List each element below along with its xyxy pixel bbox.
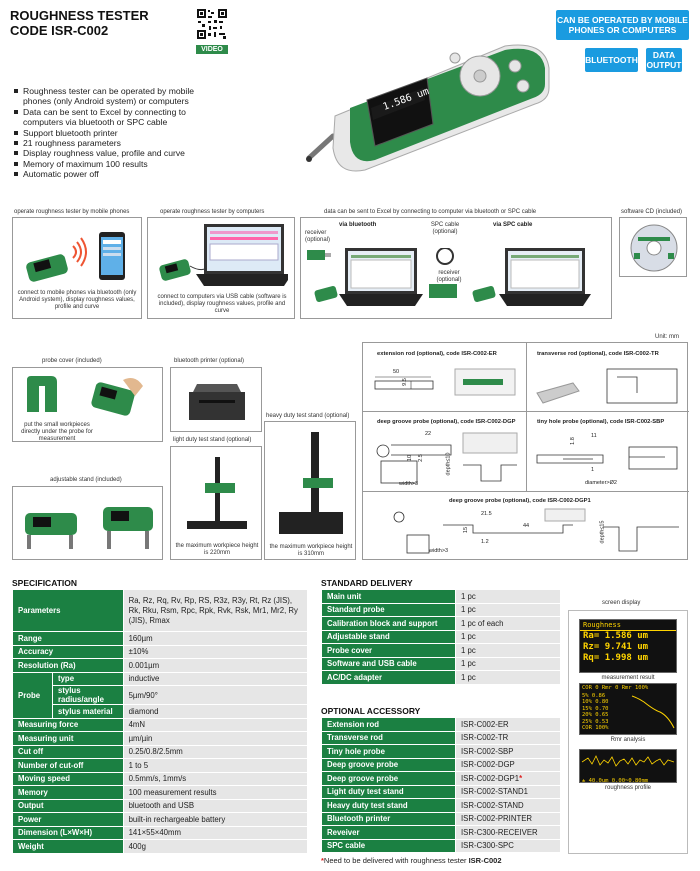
table-row: Main unit 1 pc [322, 590, 561, 604]
table-row: AC/DC adapter 1 pc [322, 671, 561, 685]
title-line-2: CODE ISR-C002 [10, 23, 109, 38]
dgp1-dim-44: 44 [523, 523, 530, 529]
table-row: Tiny hole probe ISR-C002-SBP [322, 745, 561, 759]
spc-cable-label: SPC cable (optional) [430, 222, 460, 235]
table-row: Software and USB cable 1 pc [322, 657, 561, 671]
sbp-dim-1: 1 [591, 467, 595, 473]
feature-item: Automatic power off [14, 169, 214, 179]
table-row: Dimension (L×W×H) 141×55×40mm [13, 826, 308, 840]
transverse-title: transverse rod (optional), code ISR-C002-TR [537, 351, 659, 357]
table-row: Weight 400g [13, 840, 308, 854]
light-stand-caption: the maximum workpiece height is 220mm [175, 543, 259, 556]
table-row: Measuring force 4mN [13, 718, 308, 732]
light-stand-title: light duty test stand (optional) [173, 437, 252, 443]
probe-cover-panel [12, 367, 163, 442]
profile-screen: ± 40.0um 0.00~0.80mm [579, 749, 677, 783]
optional-accessory-title: OPTIONAL ACCESSORY [321, 706, 421, 716]
badge-operated-by: CAN BE OPERATED BY MOBILE PHONES OR COMPUTERS [556, 10, 689, 40]
feature-item: Roughness tester can be operated by mobile phones (only Android system) or computers [14, 86, 214, 107]
printer-panel [170, 367, 262, 432]
footnote: *Need to be delivered with roughness tester ISR-C002 [321, 856, 502, 865]
dgp-dim-22: 22 [425, 431, 432, 437]
table-row: Range 160µm [13, 632, 308, 646]
spec-title: SPECIFICATION [12, 578, 78, 588]
heavy-stand-title: heavy duty test stand (optional) [266, 413, 350, 419]
rmr-screen: COR 0 Rmr 0 Rmr 100% 5% 0.86 10% 0.80 15% 0.70 20% 0.65 25% 0.53 COR 100% [579, 683, 677, 735]
table-row: Parameters Ra, Rz, Rq, Rv, Rp, RS, R3z, R3y, Rt, Rz (JIS), Rk, Rku, Rsm, Rpc, Rpk, Rvk, Rsk, Mr1, Mr2, Ry (JIS), Rmax [13, 590, 308, 632]
table-row: Memory 100 measurement results [13, 786, 308, 800]
adjustable-panel [12, 486, 163, 560]
dgp-width: width>3 [399, 481, 419, 487]
probe-cover-caption: put the small workpieces directly under the probe for measurement [21, 422, 93, 442]
sbp-diameter: diameter>Ø2 [585, 480, 617, 486]
light-stand-panel [170, 446, 262, 560]
video-label: VIDEO [196, 45, 228, 54]
standard-delivery-title: STANDARD DELIVERY [321, 578, 413, 588]
feature-item: Memory of maximum 100 results [14, 159, 214, 169]
dgp1-dim-1-2: 1.2 [481, 539, 489, 545]
software-panel [619, 217, 687, 277]
dgp-title: deep groove probe (optional), code ISR-C002-DGP [377, 419, 516, 425]
excel-panel [300, 217, 612, 319]
table-row: Bluetooth printer ISR-C002-PRINTER [322, 812, 561, 826]
roughness-tester-image [305, 38, 555, 178]
receiver-label-2: receiver (optional) [436, 270, 462, 283]
measurement-screen: Roughness Ra= 1.586 um Rz= 9.741 um Rq= 1.998 um [579, 619, 677, 673]
feature-list [14, 86, 214, 180]
table-row: Moving speed 0.5mm/s, 1mm/s [13, 772, 308, 786]
badge-data-output: DATA OUTPUT [646, 50, 682, 70]
dgp1-dim-15: 15 [463, 526, 470, 534]
table-row: Probe cover 1 pc [322, 644, 561, 658]
table-row: Probe type inductive [13, 672, 308, 686]
table-row: Extension rod ISR-C002-ER [322, 718, 561, 732]
dgp1-width: width>3 [429, 548, 449, 554]
computer-title: operate roughness tester by computers [160, 209, 265, 215]
via-spc-label: via SPC cable [493, 222, 533, 228]
spec-table [12, 589, 308, 854]
table-row: Measuring unit µm/µin [13, 732, 308, 746]
feature-item: Support bluetooth printer [14, 128, 214, 138]
table-row: SPC cable ISR-C300-SPC [322, 839, 561, 853]
table-row: Reveiver ISR-C300-RECEIVER [322, 826, 561, 840]
table-row: Adjustable stand 1 pc [322, 630, 561, 644]
heavy-stand-panel [264, 421, 356, 560]
dgp-dim-2-5: 2.5 [417, 454, 424, 462]
dgp1-dim-21-5: 21.5 [481, 511, 492, 517]
table-row: Output bluetooth and USB [13, 799, 308, 813]
adjustable-title: adjustable stand (included) [50, 477, 122, 483]
table-row: Deep groove probe ISR-C002-DGP1* [322, 772, 561, 786]
unit-label: Unit: mm [655, 334, 679, 340]
device-reading: 1.586 um [381, 86, 431, 113]
ext-rod-title: extension rod (optional), code ISR-C002-ER [377, 351, 497, 357]
dgp-depth: depth≤10 [445, 452, 452, 476]
table-row: stylus radius/angle 5µm/90° [13, 686, 308, 705]
table-row: Light duty test stand ISR-C002-STAND1 [322, 785, 561, 799]
dgp-dim-10: 10 [407, 454, 414, 462]
feature-item: Display roughness value, profile and curve [14, 148, 214, 158]
table-row: Deep groove probe ISR-C002-DGP [322, 758, 561, 772]
table-row: stylus material diamond [13, 705, 308, 719]
profile-caption: roughness profile [604, 785, 652, 791]
via-bluetooth-label: via bluetooth [339, 222, 377, 228]
qr-code[interactable] [196, 8, 228, 53]
heavy-stand-caption: the maximum workpiece height is 310mm [269, 544, 353, 557]
software-title: software CD (included) [621, 209, 683, 215]
standard-delivery-table [321, 589, 561, 685]
excel-title: data can be sent to Excel by connecting to computer via bluetooth or SPC cable [324, 209, 537, 215]
feature-item: 21 roughness parameters [14, 138, 214, 148]
ext-dim-9-5: 9.5 [401, 378, 408, 386]
sbp-title: tiny hole probe (optional), code ISR-C002-SBP [537, 419, 665, 425]
table-row: Cut off 0.25/0.8/2.5mm [13, 745, 308, 759]
screen-display-panel [568, 610, 688, 854]
table-row: Number of cut-off 1 to 5 [13, 759, 308, 773]
table-row: Resolution (Ra) 0.001µm [13, 659, 308, 673]
table-row: Transverse rod ISR-C002-TR [322, 731, 561, 745]
receiver-label: receiver (optional) [305, 230, 331, 243]
feature-item: Data can be sent to Excel by connecting to computers via bluetooth or SPC cable [14, 107, 214, 128]
mobile-title: operate roughness tester by mobile phones [14, 209, 130, 215]
drawings-panel [362, 342, 688, 560]
badge-bluetooth: BLUETOOTH [585, 48, 638, 72]
printer-title: bluetooth printer (optional) [174, 358, 245, 364]
table-row: Power built-in rechargeable battery [13, 813, 308, 827]
page-title [10, 8, 149, 38]
table-row: Calibration block and support 1 pc of each [322, 617, 561, 631]
sbp-dim-1-8: 1.8 [569, 437, 576, 445]
table-row: Accuracy ±10% [13, 645, 308, 659]
ext-dim-50: 50 [393, 369, 400, 375]
title-line-1: ROUGHNESS TESTER [10, 8, 149, 23]
mobile-caption: connect to mobile phones via bluetooth (only Android system), display roughness values, profile and curve [17, 290, 137, 310]
dgp1-depth: depth≤15 [599, 520, 606, 544]
device-brand: INSIZE [376, 64, 397, 78]
optional-accessory-table [321, 717, 561, 853]
table-row: Standard probe 1 pc [322, 603, 561, 617]
rmr-caption: Rmr analysis [610, 737, 646, 743]
table-row: Heavy duty test stand ISR-C002-STAND [322, 799, 561, 813]
sbp-dim-11: 11 [591, 433, 597, 439]
computer-panel [147, 217, 295, 319]
mobile-panel [12, 217, 142, 319]
dgp1-title: deep groove probe (optional), code ISR-C002-DGP1 [449, 498, 591, 504]
measurement-caption: measurement result [601, 675, 655, 681]
probe-cover-title: probe cover (included) [42, 358, 102, 364]
screen-display-title: screen display [602, 600, 641, 606]
computer-caption: connect to computers via USB cable (software is included), display roughness values, profile and curve [157, 294, 287, 314]
